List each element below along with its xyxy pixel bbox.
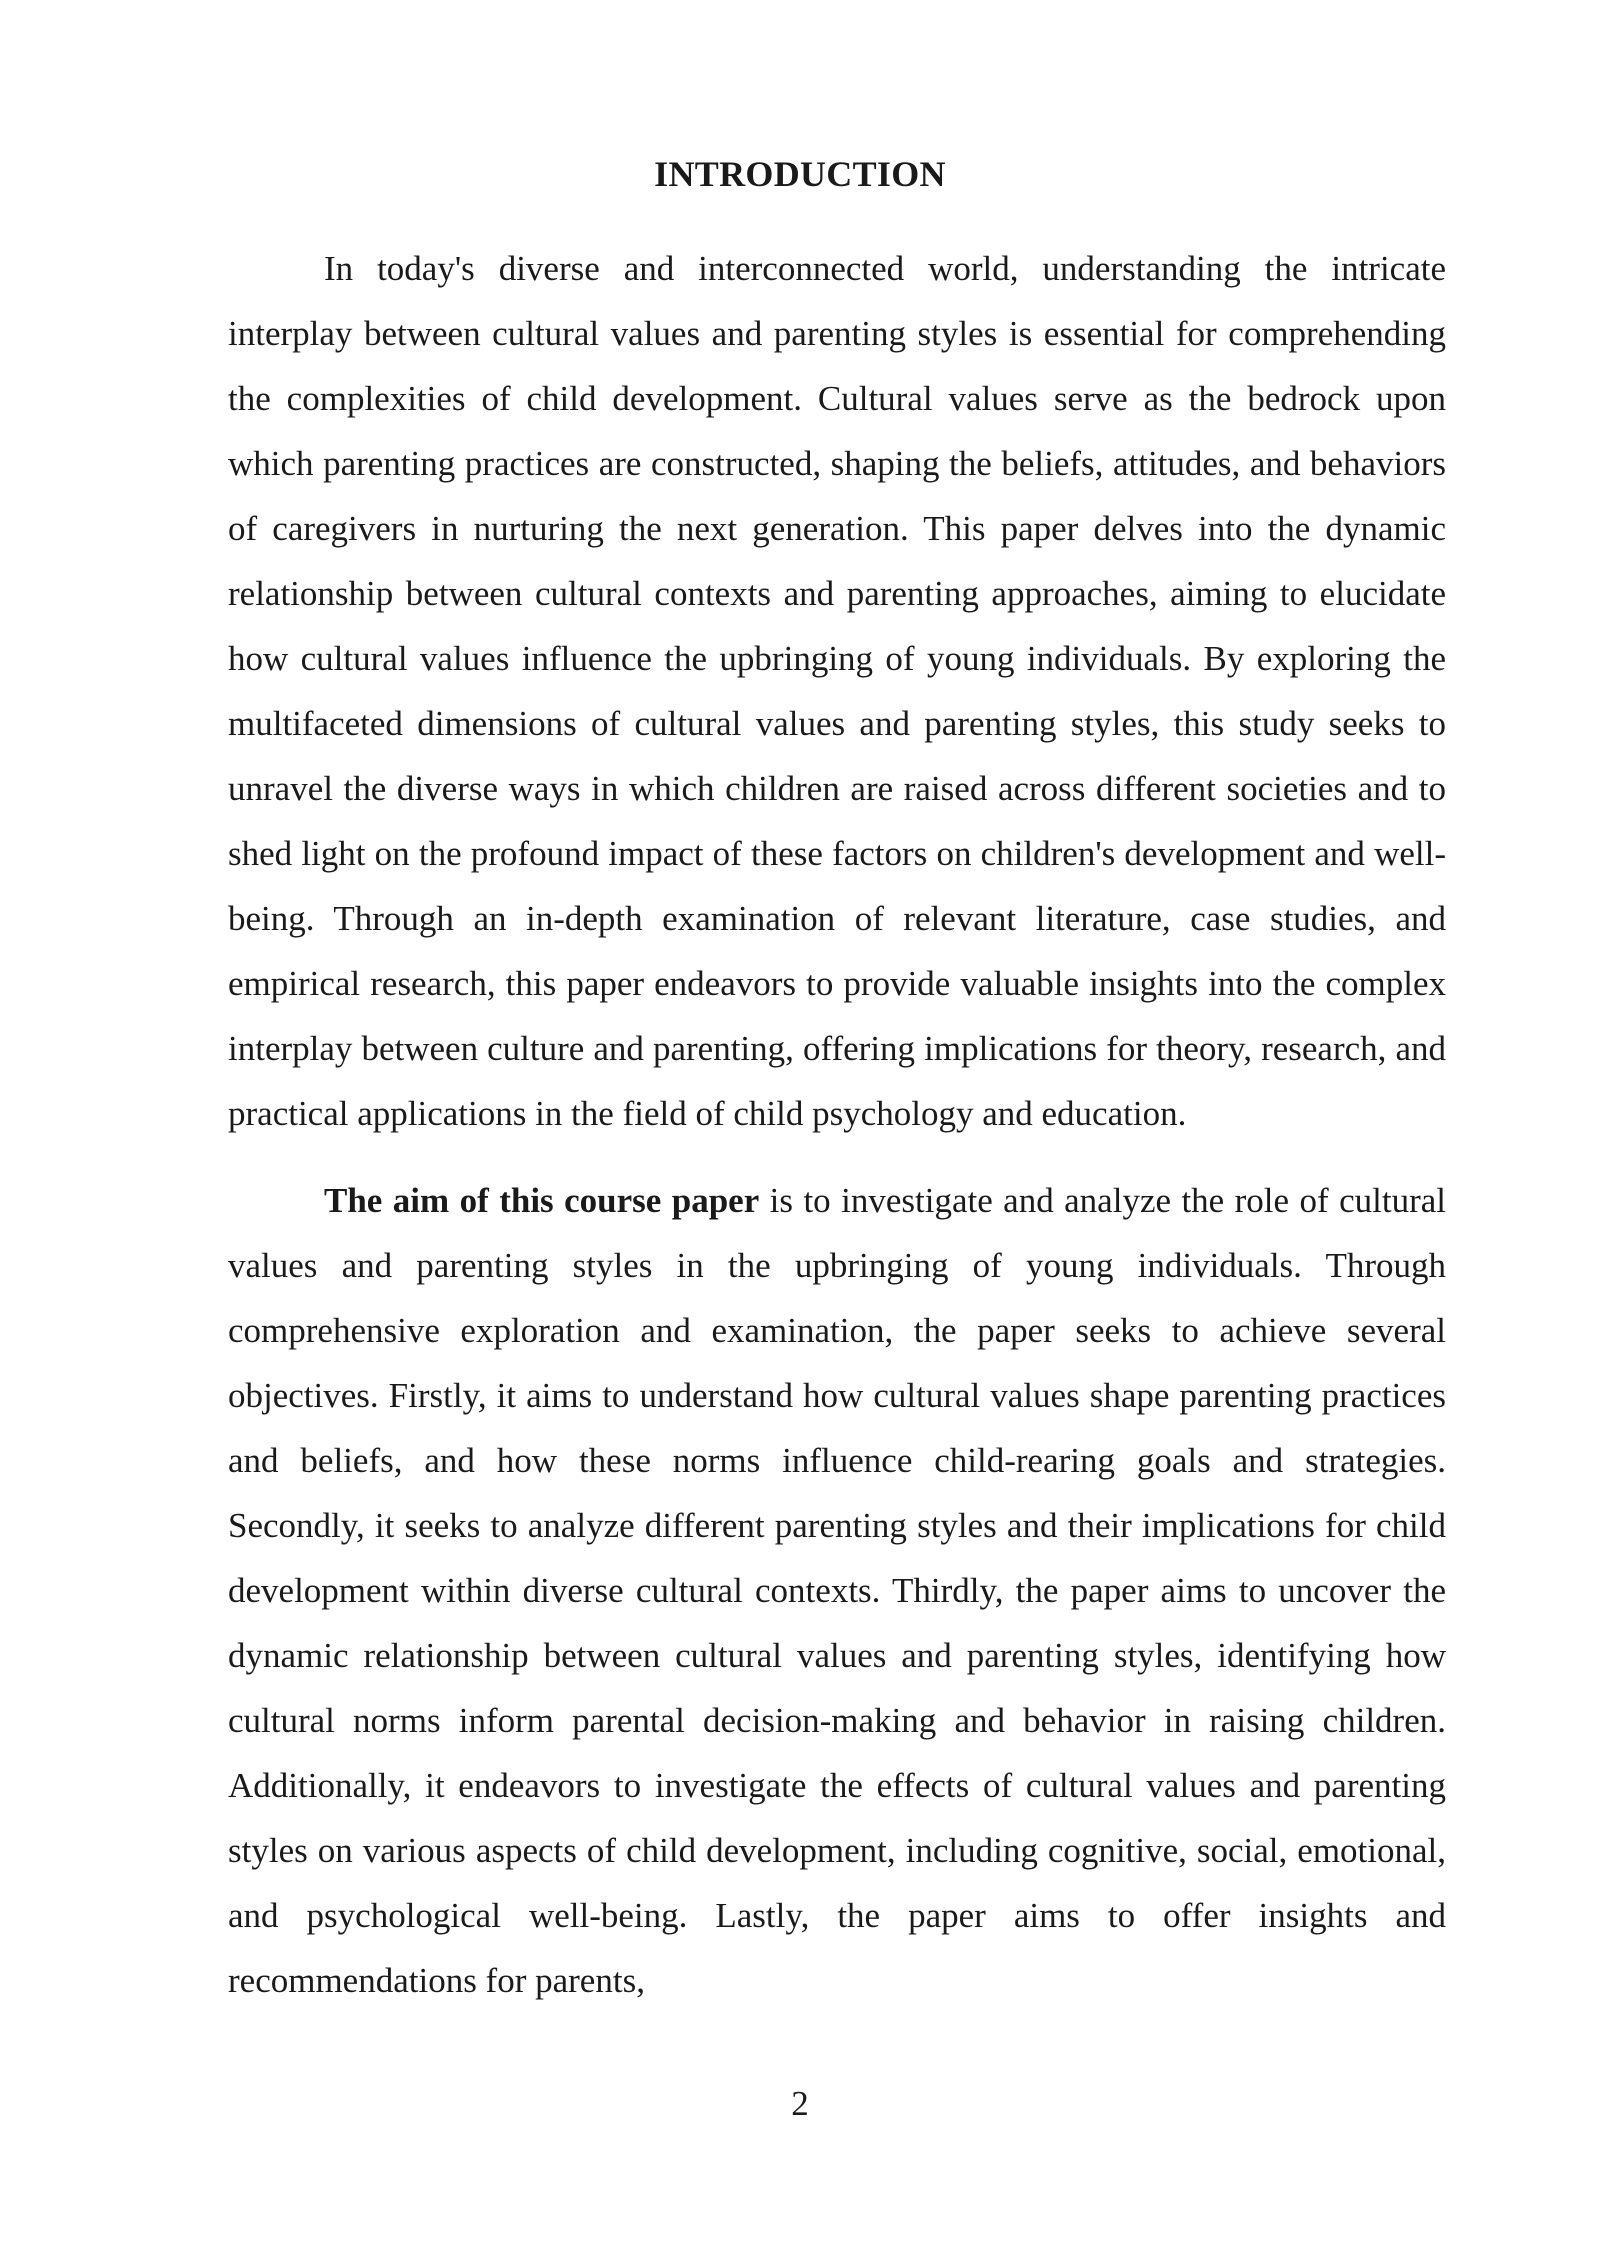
aim-paragraph-text: is to investigate and analyze the role of cultural values and parenting styles in the upbringing of young individuals. Through comprehensive exploration and examination, the paper seeks to achieve several objectives. Firstly, it aims to understand how cultural values shape parenting practices and beliefs, and how these norms influence child-rearing goals and strategies. Secondly, it seeks to analyze different parenting styles and their implications for child development within diverse cultural contexts. Thirdly, the paper aims to uncover the dynamic relationship between cultural values and parenting styles, identifying how cultural norms inform parental decision-making and behavior in raising children. Additionally, it endeavors to investigate the effects of cultural values and parenting styles on various aspects of child development, including cognitive, social, emotional, and psychological well-being. Lastly, the paper aims to offer insights and recommendations for parents, [228, 1181, 1446, 2000]
page-title: INTRODUCTION [654, 154, 946, 194]
aim-paragraph [228, 1168, 1446, 2013]
aim-lead-in: The aim of this course paper [324, 1181, 760, 1220]
page-number: 2 [791, 2084, 809, 2123]
intro-paragraph: In today's diverse and interconnected world, understanding the intricate interplay between cultural values and parenting styles is essential for comprehending the complexities of child development. Cultural values serve as the bedrock upon which parenting practices are constructed, shaping the beliefs, attitudes, and behaviors of caregivers in nurturing the next generation. This paper delves into the dynamic relationship between cultural contexts and parenting approaches, aiming to elucidate how cultural values influence the upbringing of young individuals. By exploring the multifaceted dimensions of cultural values and parenting styles, this study seeks to unravel the diverse ways in which children are raised across different societies and to shed light on the profound impact of these factors on children's development and well-being. Through an in-depth examination of relevant literature, case studies, and empirical research, this paper endeavors to provide valuable insights into the complex interplay between culture and parenting, offering implications for theory, research, and practical applications in the field of child psychology and education. [228, 249, 1446, 1133]
body-text [228, 236, 1446, 2013]
